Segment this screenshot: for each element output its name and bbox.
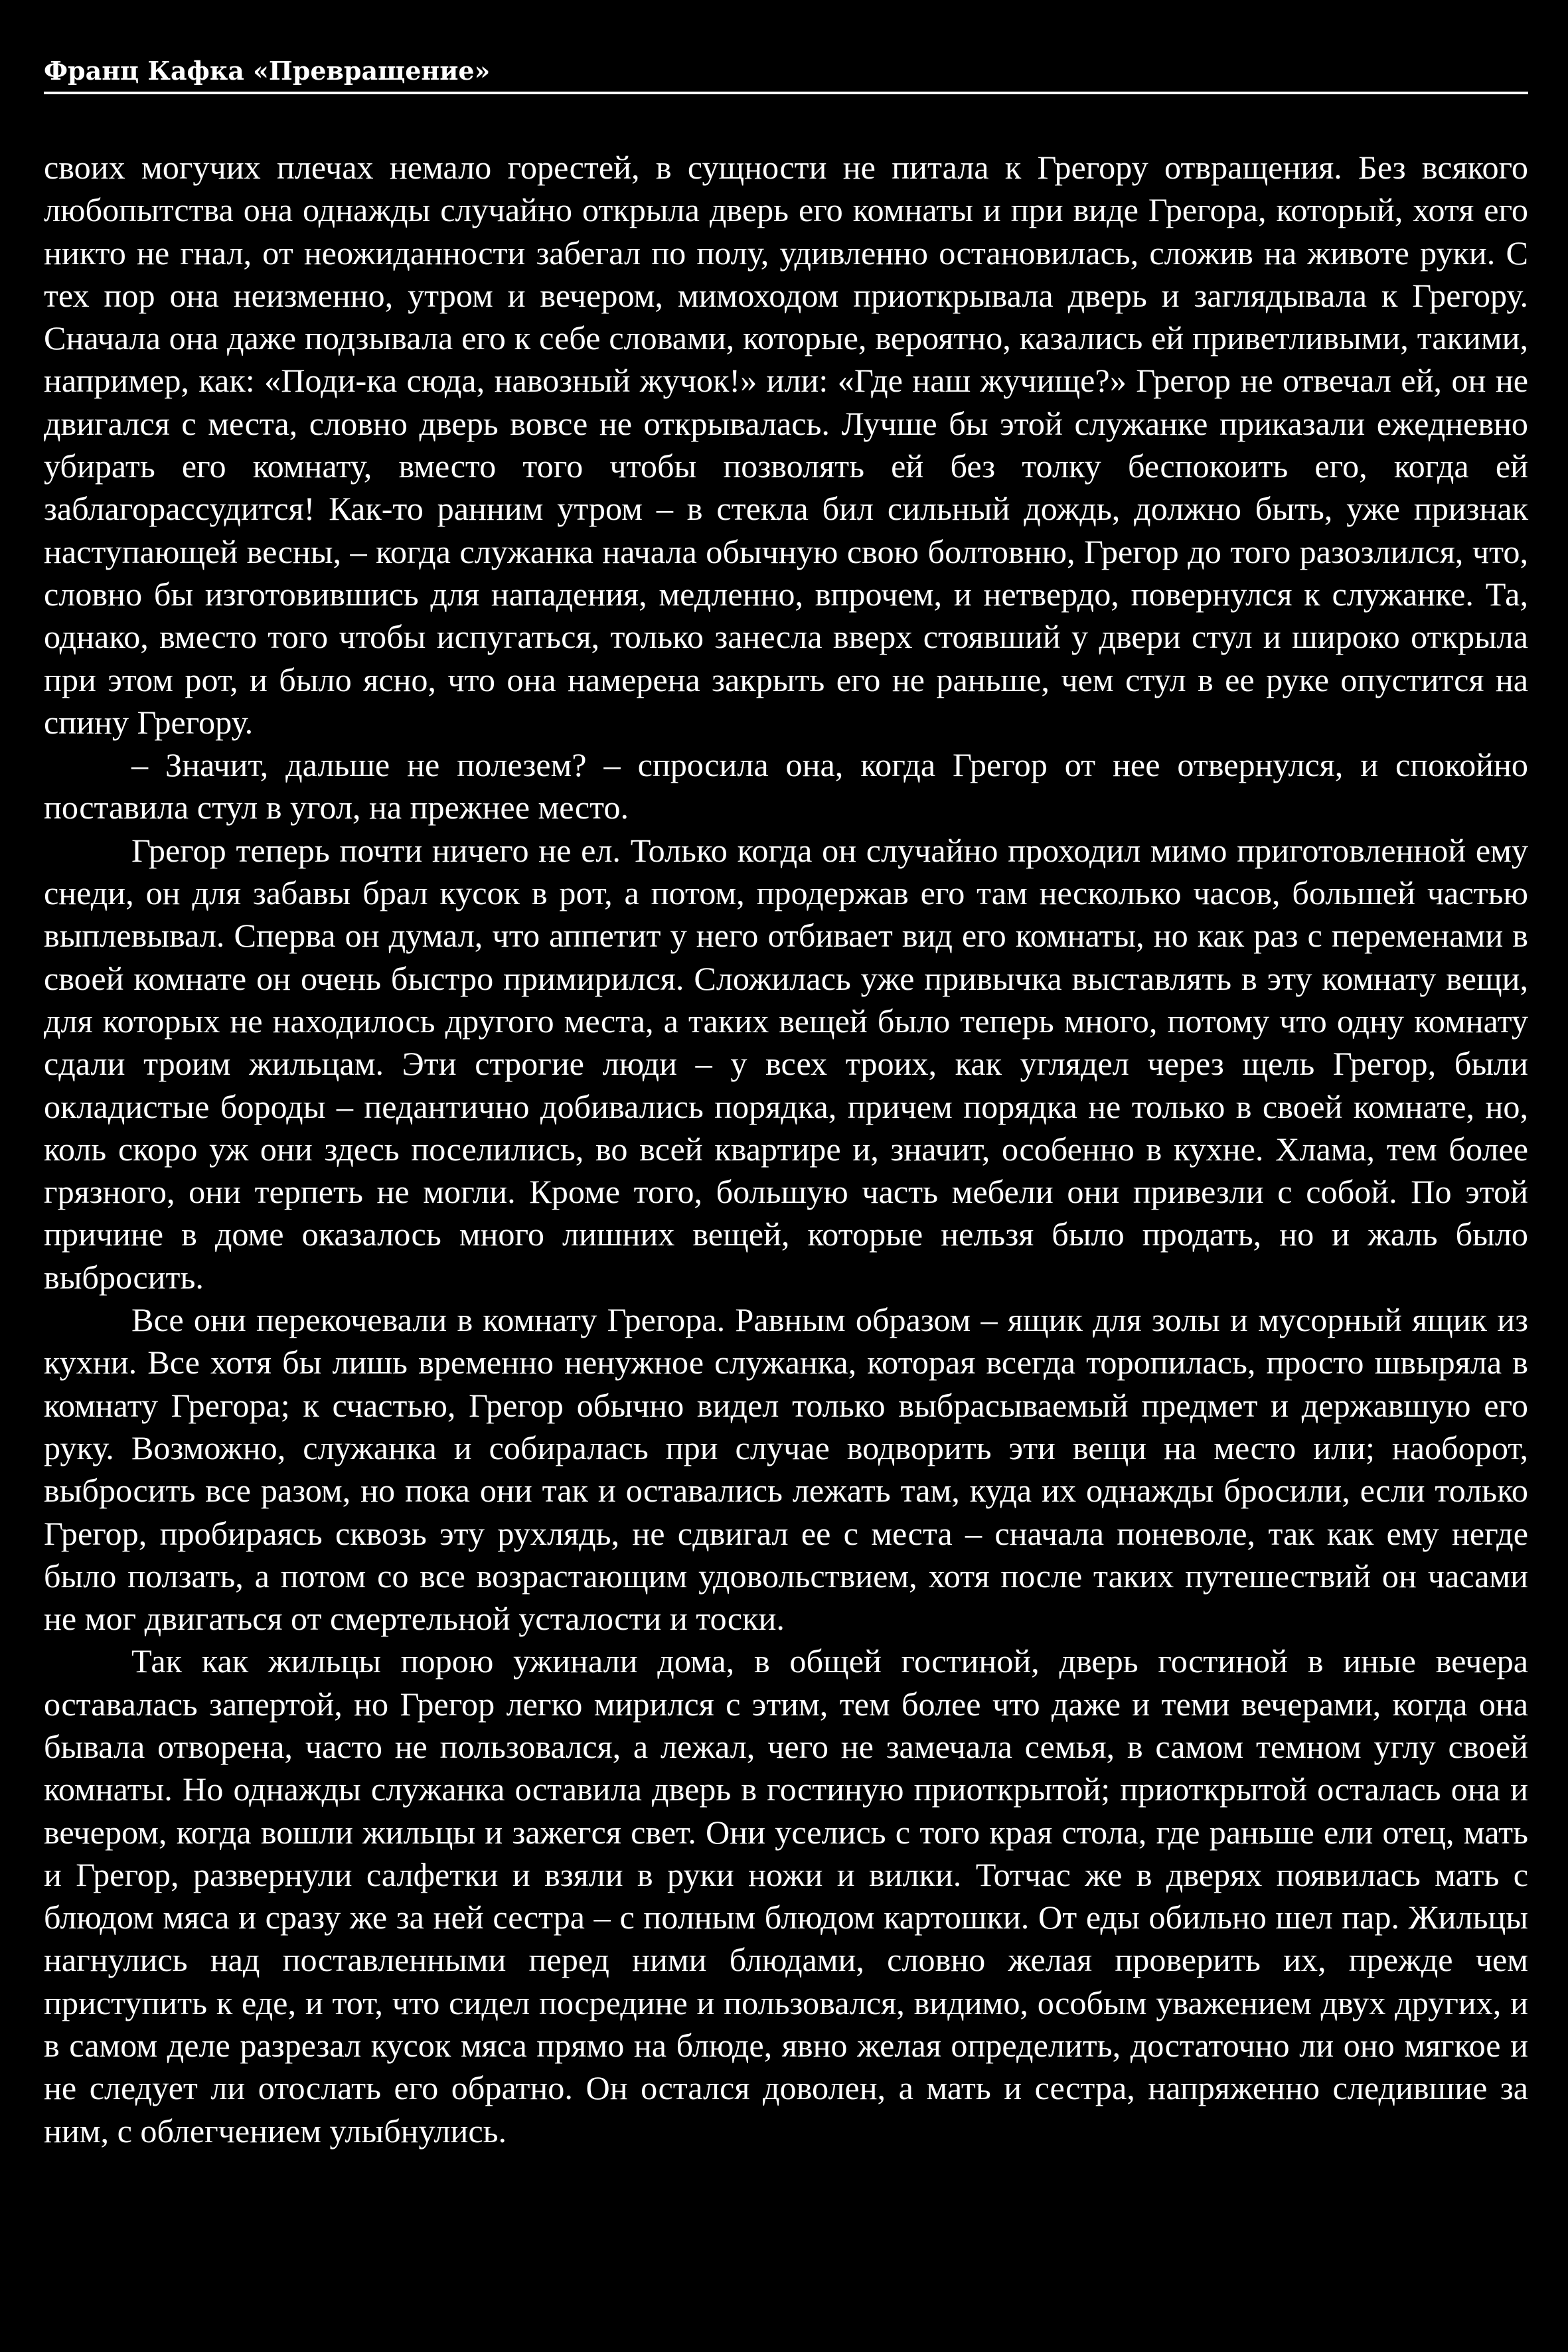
paragraph: – Значит, дальше не полезем? – спросила она, когда Грегор от нее отвернулся, и спокойно поставила стул в угол, на прежнее место. (44, 746, 1528, 826)
body-text (44, 146, 1528, 2152)
book-page (44, 56, 1528, 2150)
paragraph: Все они перекочевали в комнату Грегора. Равным образом – ящик для золы и мусорный ящик из кухни. Все хотя бы лишь временно ненужное служанка, которая всегда торопилась, просто швыряла в комнату Грегора; к счастью, Грегор обычно видел только выбрасываемый предмет и державшую его руку. Возможно, служанка и собиралась при случае водворить эти вещи на место или; наоборот, выбросить все разом, но пока они так и оставались лежать там, куда их однажды бросили, если только Грегор, пробираясь сквозь эту рухлядь, не сдвигал ее с места – сначала поневоле, так как ему негде было ползать, а потом со все возрастающим удовольствием, хотя после таких путешествий он часами не мог двигаться от смертельной усталости и тоски. (44, 1301, 1528, 1638)
running-header: Франц Кафка «Превращение» (44, 58, 1528, 94)
paragraph: своих могучих плечах немало горестей, в сущности не питала к Грегору отвращения. Без всякого любопытства она однажды случайно открыла дверь его комнаты и при виде Грегора, который, хотя его никто не гнал, от неожиданности забегал по полу, удивленно остановилась, сложив на животе руки. С тех пор она неизменно, утром и вечером, мимоходом приоткрывала дверь и заглядывала к Грегору. Сначала она даже подзывала его к себе словами, которые, вероятно, казались ей приветливыми, такими, например, как: «Поди-ка сюда, навозный жучок!» или: «Где наш жучище?» Грегор не отвечал ей, он не двигался с места, словно дверь вовсе не открывалась. Лучше бы этой служанке приказали ежедневно убирать его комнату, вместо того чтобы позволять ей без толку беспокоить его, когда ей заблагорассудится! Как-то ранним утром – в стекла бил сильный дождь, должно быть, уже признак наступающей весны, – когда служанка начала обычную свою болтовню, Грегор до того разозлился, что, словно бы изготовившись для нападения, медленно, впрочем, и нетвердо, повернулся к служанке. Та, однако, вместо того чтобы испугаться, только занесла вверх стоявший у двери стул и широко открыла при этом рот, и было ясно, что она намерена закрыть его не раньше, чем стул в ее руке опустится на спину Грегору. (44, 149, 1528, 741)
paragraph: Так как жильцы порою ужинали дома, в общей гостиной, дверь гостиной в иные вечера оставалась запертой, но Грегор легко мирился с этим, тем более что даже и теми вечерами, когда она бывала отворена, часто не пользовался, а лежал, чего не замечала семья, в самом темном углу своей комнаты. Но однажды служанка оставила дверь в гостиную приоткрытой; приоткрытой осталась она и вечером, когда вошли жильцы и зажегся свет. Они уселись с того края стола, где раньше ели отец, мать и Грегор, развернули салфетки и взяли в руки ножи и вилки. Тотчас же в дверях появилась мать с блюдом мяса и сразу же за ней сестра – с полным блюдом картошки. От еды обильно шел пар. Жильцы нагнулись над поставленными перед ними блюдами, словно желая проверить их, прежде чем приступить к еде, и тот, что сидел посредине и пользовался, видимо, особым уважением двух других, и в самом деле разрезал кусок мяса прямо на блюде, явно желая определить, достаточно ли оно мягкое и не следует ли отослать его обратно. Он остался доволен, а мать и сестра, напряженно следившие за ним, с облегчением улыбнулись. (44, 1642, 1528, 2150)
paragraph: Грегор теперь почти ничего не ел. Только когда он случайно проходил мимо приготовленной ему снеди, он для забавы брал кусок в рот, а потом, продержав его там несколько часов, большей частью выплевывал. Сперва он думал, что аппетит у него отбивает вид его комнаты, но как раз с переменами в своей комнате он очень быстро примирился. Сложилась уже привычка выставлять в эту комнату вещи, для которых не находилось другого места, а таких вещей было теперь много, потому что одну комнату сдали троим жильцам. Эти строгие люди – у всех троих, как углядел через щель Грегор, были окладистые бороды – педантично добивались порядка, причем порядка не только в своей комнате, но, коль скоро уж они здесь поселились, во всей квартире и, значит, особенно в кухне. Хлама, тем более грязного, они терпеть не могли. Кроме того, большую часть мебели они привезли с собой. По этой причине в доме оказалось много лишних вещей, которые нельзя было продать, но и жаль было выбросить. (44, 831, 1528, 1296)
